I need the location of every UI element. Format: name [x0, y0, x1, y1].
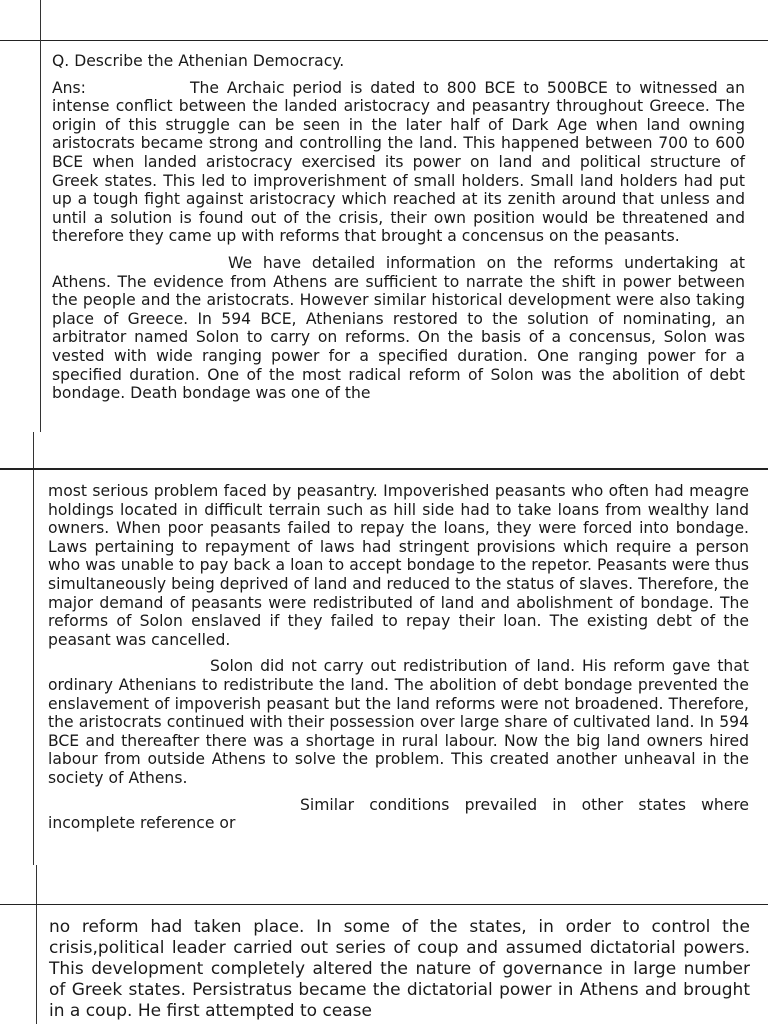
page2-margin-line-lower: [36, 865, 37, 905]
answer-label: Ans:: [52, 78, 86, 97]
page-top-rule: [0, 40, 768, 41]
answer-paragraph-2-text: We have detailed information on the reforms undertaking at Athens. The evidence from Athens are sufficient to narrate the shift in power between the people and the aristocrats. However similar historical development were also taking place of Greece. In 594 BCE, Athenians restored to the solution of nominating, an arbitrator named Solon to carry on reforms. On the basis of a concensus, Solon was vested with wide ranging power for a specified duration. One ranging power for a specified duration. One of the most radical reform of Solon was the abolition of debt bondage. Death bondage was one of the: [52, 253, 745, 403]
page3-margin-line: [36, 905, 37, 1024]
page2-paragraph-2: [48, 657, 749, 787]
page3-paragraph-1: no reform had taken place. In some of the states, in order to control the crisis,political leader carried out series of coup and assumed dictatorial powers. This development completely altered the nature of governance in large number of Greek states. Persistratus became the dictatorial power in Athens and brought in a coup. He first attempted to cease: [49, 917, 750, 1021]
page2-paragraph-1: most serious problem faced by peasantry. Impoverished peasants who often had meagre holdings located in difficult terrain such as hill side had to take loans from wealthy land owners. When poor peasants failed to repay the loans, they were forced into bondage. Laws pertaining to repayment of laws had stringent provisions which require a person who was unable to pay back a loan to accept bondage to the repetor. Peasants were thus simultaneously being deprived of land and reduced to the status of slaves. Therefore, the major demand of peasants were redistributed of land and abolishment of bondage. The reforms of Solon enslaved if they failed to repay their loan. The existing debt of the peasant was cancelled.: [48, 482, 749, 649]
page2-paragraph-3-text: Similar conditions prevailed in other states where incomplete reference or: [48, 795, 749, 833]
page3-text: [49, 917, 750, 1022]
question-heading: Q. Describe the Athenian Democracy.: [52, 52, 345, 70]
page2-paragraph-3: [48, 796, 749, 833]
page1-margin-line-top: [40, 0, 41, 432]
page1-text: [52, 52, 745, 403]
page-separator-2: [0, 904, 768, 905]
answer-paragraph-2: [52, 254, 745, 403]
page-separator-1: [0, 468, 768, 470]
answer-paragraph-1-text: The Archaic period is dated to 800 BCE to 500BCE to witnessed an intense conflict between the landed aristocracy and peasantry throughout Greece. The origin of this struggle can be seen in the later half of Dark Age when land owning aristocrats became strong and controlling the land. This happened between 700 to 600 BCE when landed aristocracy exercised its power on land and political structure of Greek states. This led to improverishment of small holders. Small land holders had put up a tough fight against aristocracy which reached at its zenith around that unless and until a solution is found out of the crisis, their own position would be threatened and therefore they came up with reforms that brought a concensus on the peasants.: [52, 78, 745, 246]
page2-margin-line: [33, 470, 34, 865]
page1-margin-line-bottom: [33, 432, 34, 468]
page2-paragraph-2-text: Solon did not carry out redistribution of land. His reform gave that ordinary Athenians to redistribute the land. The abolition of debt bondage prevented the enslavement of impoverish peasant but the land reforms were not broadened. Therefore, the aristocrats continued with their possession over large share of cultivated land. In 594 BCE and thereafter there was a shortage in rural labour. Now the big land owners hired labour from outside Athens to solve the problem. This created another unheaval in the society of Athens.: [48, 657, 749, 787]
page2-text: [48, 482, 749, 833]
answer-paragraph-1: [52, 79, 745, 246]
